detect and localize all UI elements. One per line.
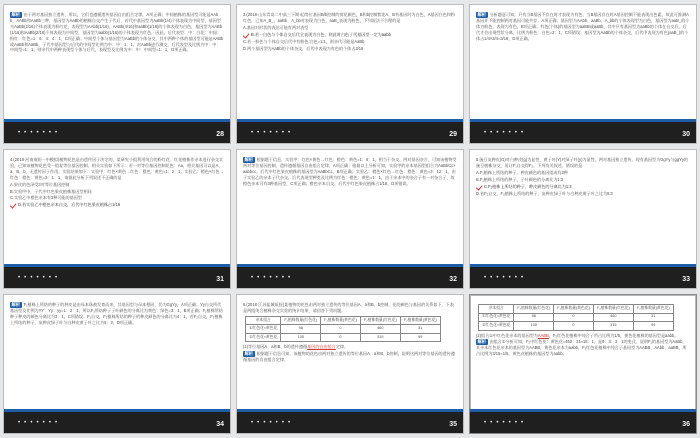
option-b: B.F₁植株上所结的种子，子叶颜色的分离比为1∶3 — [476, 176, 564, 182]
checkmark-icon — [476, 184, 483, 189]
table-row: ②红色花×黄色花 105 0 315 99 — [246, 333, 441, 342]
nav-dots-icon: • • • • • • • — [251, 130, 292, 136]
slide-content — [10, 12, 224, 117]
nav-dots-icon: • • • • • • • — [484, 130, 525, 136]
option-d: D.两个基因型为AaBb的个体杂交，后代中表现为有色的个体占3/16 — [243, 45, 364, 51]
nav-dots-icon: • • • • • • • — [18, 130, 59, 136]
nav-dots-icon: • • • • • • • — [18, 275, 59, 281]
slide-content — [243, 12, 457, 117]
analysis-badge: 解析 — [11, 12, 21, 17]
checkmark-icon — [243, 32, 250, 37]
slide-thumbnail-33[interactable] — [469, 149, 697, 289]
page-number: 31 — [216, 276, 224, 283]
footer-accent-line — [470, 264, 696, 267]
slide-content — [476, 12, 690, 117]
footer-accent-line — [4, 409, 230, 412]
analysis-text: 根据题干信息，实验甲：红色×黄色→红色：橙色：黄色=1：6：1，相当于杂交，两对基因杂合，可知该植物受两对等位基因控制，遗传遵循基因自由组合定律，A项正确；根据以上分析可知，实验甲的亲本基因型组合为AaBbCc×aabbcc，后代中红色果皮植株的基因型为AaBbCc，B项正确；实验乙：橙色×红色→红色：橙色：黄色=3：12：1，由于实验乙的亲本子代杂交，后代表现型种类及比例为红色：橙色：黄色=1：1，由于亲本中的杂合子有一对杂合子，故橙色亲本可有3种基因型，C项正确；橙色亲本自交，后代中红色果皮植株占1/16，D项错误。 — [243, 157, 457, 186]
page-number: 36 — [682, 421, 690, 428]
slide-footer-bar — [4, 119, 230, 143]
footer-accent-line — [237, 409, 463, 412]
option-c: C.F₂植株上所结的种子，种皮颜色的分离比为1∶3 — [476, 184, 690, 190]
slide-footer-bar — [237, 409, 463, 433]
sub-question: (1)等位基因A、a和B、b的遗传遵循基因的自由组合定律。 — [243, 344, 349, 350]
page-number: 33 — [682, 276, 690, 283]
slide-footer-bar — [237, 264, 463, 288]
page-number: 29 — [449, 131, 457, 138]
slide-footer-bar — [4, 409, 230, 433]
sub-question: (2)组合①中红色花亲本的基因型为AABB，F₂红色花植株中纯合子所占比例为1/5，黄色花植株的基因型是aabb。 — [476, 332, 679, 338]
slide-footer-bar — [237, 119, 463, 143]
analysis-text: 根据题干信息可知，该植物的花色由两对独立遗传的等位基因A、a和B、b控制，说明这两对等位基因的遗传遵循基因的自由组合定律。 — [243, 351, 455, 363]
option-d: D.若实验乙中橙色亲本自交，后代中红色果皮植株占1/16 — [10, 202, 224, 208]
option-c: C.若一粉色与个体自交后代中有粉色∶白色=1∶1，则亲代可能是AaBb — [243, 38, 365, 44]
nav-dots-icon: • • • • • • • — [18, 420, 59, 426]
analysis-text: 由组合①分析可知，F₂中红色花：黄色花=460：31≈15：1，是9：3：3：1的变式，说明F₁的基因型为AaBb，其亲本红色花亲本的基因型为AABB，黄色花亲本为aabb。F₂红色花植株中纯合子基因型为AABB、AAbb、aaBB，所占比例为3/15=1/5，黄色花植株的基因型为aabb。 — [476, 339, 687, 357]
analysis-text: 分析题意可知，只有当B基因不存在时才表现为有色，当B基因存在时A基因控制不能表现出色素，故此可推测A基因并不能控制两对基因可能共存，A项正确；基因型为AAbb、aaBb、A_bb的个体表现型为白色，基因型为aaB_的个体为粉色，表现为有色，B项正确；有色(个体)的基因型为aaBB或aaBb，其中只有基因型为aaBb的个体在自交后，后代才会出现性状分离，比例为粉色：白色=3：1，C项错误；基因型为AaBb的个体杂交，后代中表现为有色(aaB_)的个体占1/4×3/4=3/16，D项正确。 — [476, 12, 690, 41]
analysis-text: 由于两对基因独立遗传，所以，它们也遵循遗传基因自由组合定律，A项正确；中间植株的基因型可能是AAbb、AABb和AaBb三种，基因型为AaBb的植株自交产生子代后，若代中基因型为AaBb(1/4)个体表现为中间型，基因型为AaBb(2/16)个体表现为粉红花，表现型为AAbb(1/16)、AABb(4/16)和aaBb(1/16)的个体表现为白色，基因型为AABb(1/16)和AaBb(2/16)个体表现为中间型，基因型为aabb(1/16)的个体表现为红色，因此，后代表型：中：白花：中间：粉红：红色=1：6：4：4：1，C项正确；中间型个体与基因型为AaBb的个体杂交，其中两种个体的基因型可能是AABb或AaBb和AaBb，子代中基因型与后代的中间型比例为中：中：1：1，对AaBb进行测交，后代表型及比例为中：中：中间型=1：1，则亲代中两种表现型个体与后代，表现型及比例为中：中：中间型=1：1，D项正确。 — [10, 12, 224, 53]
nav-dots-icon: • • • • • • • — [251, 420, 292, 426]
question-text: 3.(2018·山东青岛二中高三下期末)等位基因B/b控制的荷花颜色，B和b控制紫花A、B有基因时为白色，A基因白色和粉红色，已知A_B_、aaBb、A_bb对表现为白色，aaB_表现为粉色，下列说法不合理的是 — [243, 12, 455, 23]
slide-content — [476, 157, 690, 262]
checkmark-icon — [10, 202, 17, 207]
page-number: 32 — [449, 276, 457, 283]
slide-footer-bar — [4, 264, 230, 288]
analysis-badge: 解析 — [11, 302, 21, 307]
slide-content — [10, 302, 224, 407]
table-row: ②红色花×黄色花 105 0 315 99 — [479, 322, 674, 331]
slide-sorter-grid — [3, 4, 697, 434]
option-a: A.F₁植株上所结的种子，种皮颜色的基因组成有2种 — [476, 169, 568, 175]
analysis-badge: 解析 — [244, 351, 254, 357]
nav-dots-icon: • • • • • • • — [484, 420, 525, 426]
analysis-text: F₁植株上所结的种子的种皮是由母本珠被发育而来，其基因型与母本相同，仍为GgYy，A项正确；Yy自交所代基因型及比例为YY：Yy：yy=1：2：1，所以F₁所结种子子叶颜色的分离比为黄色：绿色=3：1，B项正确；F₁植株所结种子种皮的颜色分离比为3：1，C项错误；F₁自交，F₂植株所结的种子的种皮颜色的分离比为4：1，若F₂自交，F₃植株上所结的种子，灰种皮绿子叶与白种皮黄子叶之比为5：3，D项正确。 — [10, 302, 223, 325]
footer-accent-line — [4, 119, 230, 122]
option-b: B.若一白色与个体自交后代全表现为白色，则此时白色子代基因型一定为aabb — [243, 32, 457, 38]
slide-thumbnail-29[interactable] — [236, 4, 464, 144]
footer-accent-line — [470, 409, 696, 412]
page-number: 28 — [216, 131, 224, 138]
question-text: 6.(2018·江苏盐城质检)某植物的花色由两对独立遗传的等位基因A、a和B、b控制，花的颜色与基因的关系如下，下表是两组纯合植株杂交实验的统计结果，请回答下列问题。 — [243, 302, 454, 313]
data-table — [245, 316, 441, 343]
page-number: 35 — [449, 421, 457, 428]
slide-thumbnail-32[interactable] — [236, 149, 464, 289]
data-table — [478, 304, 674, 331]
table-header-row: 亲本组合 F₁植株数量(红色花) F₁植株数量(黄色花) F₂植株数量(红色花) F₂植株数量(黄色花) — [246, 316, 441, 325]
slide-thumbnail-31[interactable] — [3, 149, 231, 289]
table-header-row: 亲本组合 F₁植株数量(红色花) F₁植株数量(黄色花) F₂植株数量(红色花) F₂植株数量(黄色花) — [479, 305, 674, 314]
slide-thumbnail-36[interactable] — [469, 294, 697, 434]
answer-text: AABB — [537, 332, 549, 338]
page-number: 30 — [682, 131, 690, 138]
answer-text: 基因的自由组合 — [307, 344, 336, 350]
question-text: 4.(2018·河南南阳一中模拟)植物花色是由遗传因子决定的，某研究小组利用纯合的粉红花、红花植株作亲本进行杂交实验，已知该植物花色受一组复等位基因控制，相关实验如下所示：若一对等位基因控制花色：Aa，相关基因可以是A、a、B、b，无遗传因子作用，实验结果如下：实验甲：红色×黄色→红色：橙色：黄色=1：2：1；实验乙：橙色×红色→红色：橙色：黄色=3：1：1。请据此分析下列叙述不正确的是 — [10, 157, 224, 180]
footer-accent-line — [237, 119, 463, 122]
slide-thumbnail-28[interactable] — [3, 4, 231, 144]
analysis-badge: 解析 — [477, 339, 487, 345]
option-a: A.果皮的色泽受3对等位基因控制 — [10, 181, 70, 187]
page-number: 34 — [216, 421, 224, 428]
slide-thumbnail-34[interactable] — [3, 294, 231, 434]
slide-footer-bar — [470, 409, 696, 433]
question-text: 5.豌豆灰种皮(G)对白种皮(g)为显性，黄子叶(Y)对绿子叶(y)为显性，两对基因独立遗传。现有基因型为GgYy与ggYy的豌豆植株杂交，再让F₁自交得F₂。下列有关叙述，错误的是 — [476, 157, 688, 168]
slide-footer-bar — [470, 264, 696, 288]
footer-accent-line — [237, 264, 463, 267]
option-a: A.基因对形状的表达可能有两对表型 — [243, 24, 309, 30]
analysis-badge: 解析 — [477, 12, 487, 17]
option-d: D.若F₂自交，F₃植株上所结的种子，灰种皮绿子叶与白种皮黄子叶之比为5∶3 — [476, 190, 613, 196]
nav-dots-icon: • • • • • • • — [484, 275, 525, 281]
footer-accent-line — [4, 264, 230, 267]
analysis-badge: 解析 — [244, 157, 254, 162]
slide-content — [10, 157, 224, 262]
slide-content — [476, 302, 690, 407]
nav-dots-icon: • • • • • • • — [251, 275, 292, 281]
option-c: C.实验乙中橙色亲本有3种可能的基因型 — [10, 195, 82, 201]
slide-thumbnail-30[interactable] — [469, 4, 697, 144]
footer-accent-line — [470, 119, 696, 122]
table-row: ①红色花×黄色花 98 0 460 31 — [246, 325, 441, 334]
slide-content — [243, 302, 457, 407]
table-row: ①红色花×黄色花 98 0 460 31 — [479, 313, 674, 322]
slide-footer-bar — [470, 119, 696, 143]
slide-content — [243, 157, 457, 262]
option-b: B.实验甲中，子代中红色果皮植株基因型相同 — [10, 188, 92, 194]
slide-thumbnail-35[interactable] — [236, 294, 464, 434]
